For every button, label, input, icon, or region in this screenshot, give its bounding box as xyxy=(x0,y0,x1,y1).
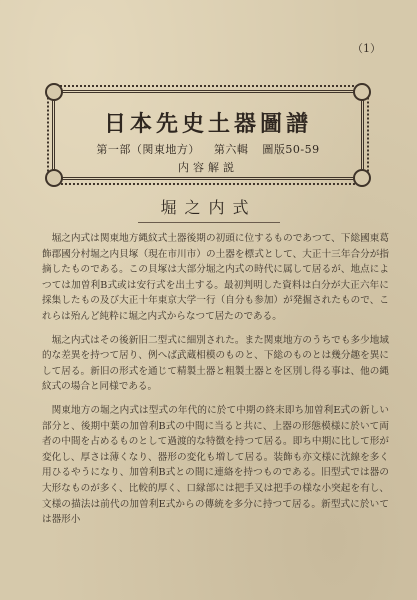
plates-label: 圖版50-59 xyxy=(262,143,320,156)
frame-corner-ornament xyxy=(45,83,63,101)
section-divider xyxy=(138,222,280,223)
part-label: 第一部（関東地方） xyxy=(96,143,200,156)
section-title: 堀之内式 xyxy=(160,198,257,217)
main-title: 日本先史土器圖譜 xyxy=(103,111,312,137)
subtitle xyxy=(55,141,361,157)
paragraph: 堀之内式は関東地方縄紋式土器後期の初頭に位するものであつて、下総國東葛飾郡國分村堀之内貝塚（現在市川市）の土器を標式として、大正十三年合分が指摘したものである。この貝塚は大部分堀之内式の時代に属して居るが、地点によつては加曽利B式或は安行式を出土する。最初判明した資料は白分が大正六年に採集したもの及び大正十年東京大学一行（自分も参加）が発掘されたもので、これらは殆んど純粋に堀之内式からなつて居たのである。 xyxy=(42,233,389,322)
paragraph: 堀之内式はその後新旧二型式に細別された。また関東地方のうちでも多少地域的な差異を持つて居り、例へば武蔵相模のものと、下総のものとは幾分趣を異にして居る。新旧の形式を通じて精製土器と粗製土器とを区別し得る事は、他の縄紋式の場合と同様である。 xyxy=(42,334,389,393)
title-frame xyxy=(52,90,364,180)
frame-corner-ornament xyxy=(353,83,371,101)
caption: 内容解説 xyxy=(178,161,238,174)
body-text xyxy=(42,231,389,536)
paragraph: 関東地方の堀之内式は型式の年代的に於て中期の終末即ち加曽利E式の新しい部分と、後期中葉の加曽利B式の中間に当ると共に、上器の形態模様に於いて両者の中間を占めるものとして過渡的な特徴を持つて居る。即ち中期に比して形が変化し、厚さは薄くなり、器形の変化も増して居る。装飾も亦文様に沈線を多く用ひるやうになり、加曽利B式との間に連絡を持つものである。旧型式では器の大形なものが多く、比較的厚く、口縁部には把手又は把手の様な小突起を有し、文様の描法は前代の加曽利E式からの傳統を多分に持つて居る。新型式に於いては器形小 xyxy=(42,404,389,526)
volume-label: 第六輯 xyxy=(213,143,249,156)
page-number: （1） xyxy=(352,42,381,55)
